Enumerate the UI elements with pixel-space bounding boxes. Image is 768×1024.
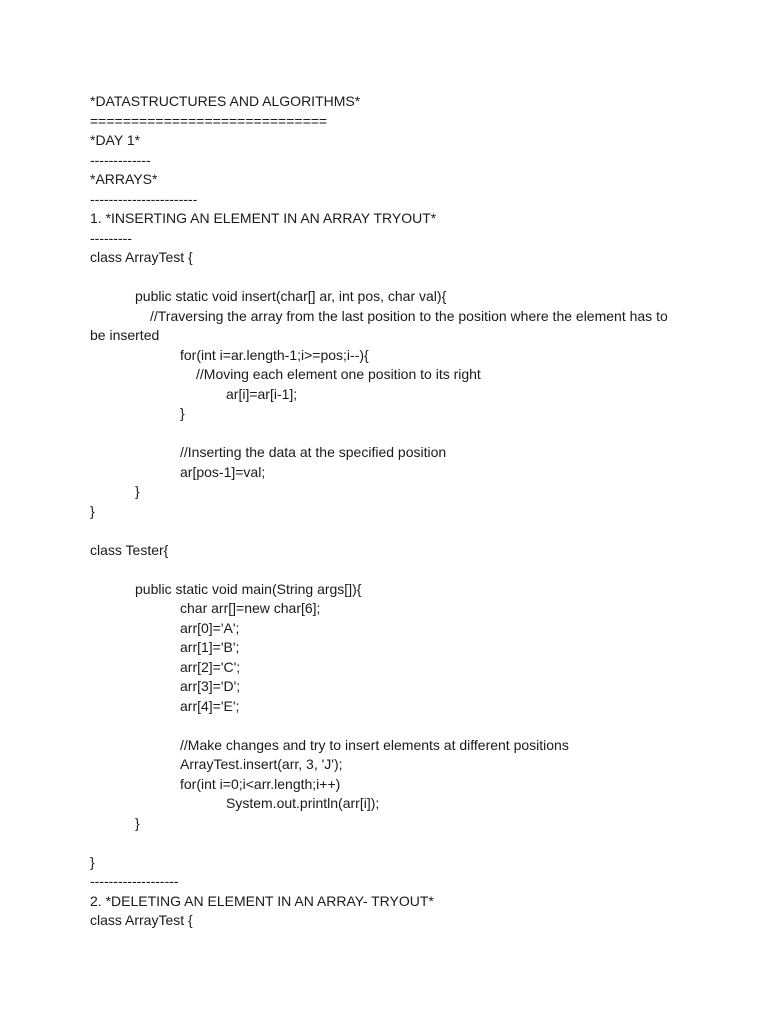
text-line: 1. *INSERTING AN ELEMENT IN AN ARRAY TRYOUT*: [90, 210, 437, 226]
text-line: System.out.println(arr[i]);: [226, 795, 380, 811]
text-line: class ArrayTest {: [90, 249, 193, 265]
text-line: for(int i=0;i<arr.length;i++): [180, 775, 341, 792]
text-line: *DAY 1*: [90, 132, 141, 148]
text-line: *ARRAYS*: [90, 171, 158, 187]
document-page: [90, 92, 690, 931]
text-line: -------------------: [90, 873, 179, 889]
text-line: =============================: [90, 112, 328, 129]
text-line: //Moving each element one position to its right: [196, 366, 481, 382]
text-line: }: [135, 814, 140, 831]
text-line: ar[pos-1]=val;: [180, 463, 266, 480]
text-line: //Traversing the array from the last position to the position where the element has to: [150, 307, 668, 324]
blank-line: [90, 716, 690, 736]
text-line: arr[4]='E';: [180, 697, 240, 714]
text-line: }: [135, 483, 140, 499]
text-line: ar[i]=ar[i-1];: [226, 385, 298, 402]
blank-line: [90, 833, 690, 853]
text-line: }: [180, 405, 185, 421]
text-line: public static void main(String args[]){: [135, 580, 362, 597]
blank-line: [90, 560, 690, 580]
text-line: char arr[]=new char[6];: [180, 600, 321, 616]
text-line: }: [90, 853, 95, 870]
text-line: ArrayTest.insert(arr, 3, 'J');: [180, 756, 343, 772]
text-line: arr[0]='A';: [180, 619, 240, 636]
blank-line: [90, 424, 690, 444]
blank-line: [90, 521, 690, 541]
text-line: 2. *DELETING AN ELEMENT IN AN ARRAY- TRYOUT*: [90, 892, 434, 909]
text-line: ---------: [90, 229, 132, 246]
blank-line: [90, 268, 690, 288]
text-line: -------------: [90, 151, 151, 168]
text-line: //Make changes and try to insert elements at different positions: [180, 736, 569, 753]
text-line: }: [90, 502, 95, 519]
text-line: for(int i=ar.length-1;i>=pos;i--){: [180, 346, 369, 363]
text-line: class ArrayTest {: [90, 912, 193, 928]
text-line: //Inserting the data at the specified position: [180, 444, 447, 460]
text-line: *DATASTRUCTURES AND ALGORITHMS*: [90, 93, 361, 109]
text-line: arr[2]='C';: [180, 658, 241, 675]
text-line: -----------------------: [90, 190, 198, 207]
text-line: arr[1]='B';: [180, 639, 240, 655]
text-line: public static void insert(char[] ar, int pos, char val){: [135, 288, 447, 304]
text-line: be inserted: [90, 327, 160, 343]
text-line: class Tester{: [90, 541, 169, 558]
text-line: arr[3]='D';: [180, 678, 241, 694]
